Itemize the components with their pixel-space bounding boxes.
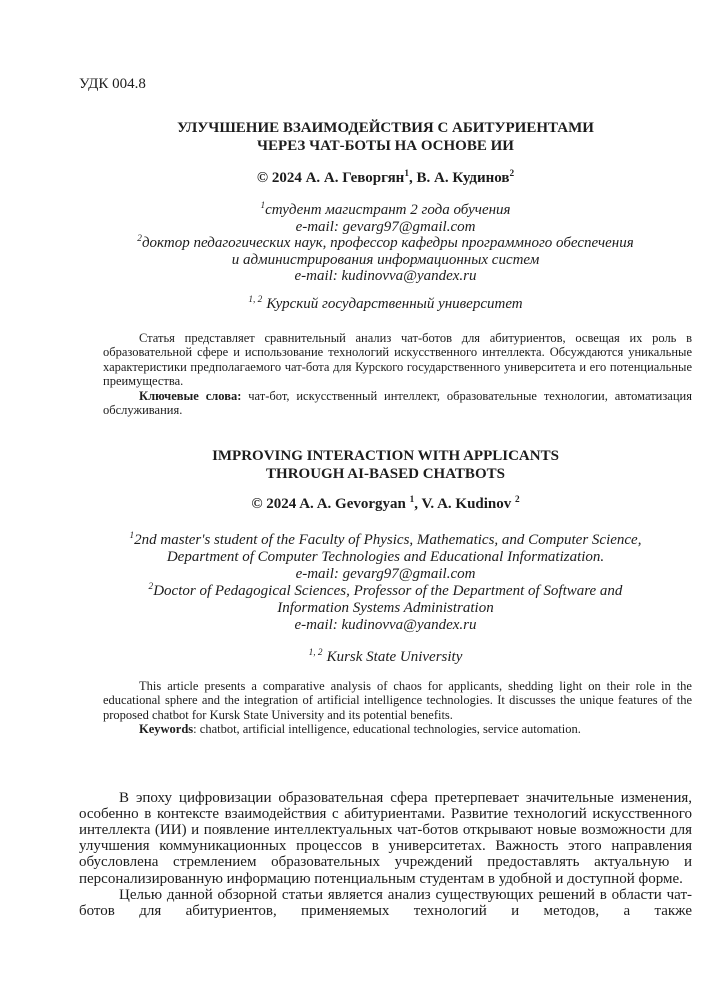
authors-ru-text: , В. А. Кудинов [408, 170, 510, 186]
footnote-marker: 1 [409, 494, 415, 505]
udc-label: УДК 004.8 [79, 76, 146, 92]
affiliation-line: $^1$студент магистрант 2 года обучения [260, 201, 511, 218]
footnote-marker: 1 [129, 530, 135, 541]
abstract-block-en [103, 679, 692, 737]
university-en: $^{1, 2}$ Kursk State University [308, 647, 463, 665]
affiliation-line: $^2$Doctor of Pedagogical Sciences, Professor of the Department of Software and [148, 581, 623, 599]
article-title-en-line1: IMPROVING INTERACTION WITH APPLICANTS [212, 447, 559, 464]
article-title-en [79, 447, 692, 483]
article-title-ru-line1: УЛУЧШЕНИЕ ВЗАИМОДЕЙСТВИЯ С АБИТУРИЕНТАМИ [177, 120, 594, 136]
copyright-authors-ru [79, 170, 692, 187]
email-text: e-mail: kudinovva@yandex.ru [294, 616, 477, 633]
university-ru: $^{1, 2}$ Курский государственный университет [248, 294, 523, 312]
article-title-en-line2: THROUGH AI-BASED CHATBOTS [266, 465, 505, 482]
affiliation-line: $^2$доктор педагогических наук, профессор кафедры программного обеспечения [137, 234, 634, 251]
affiliation-line: Department of Computer Technologies and Educational Informatization. [166, 548, 605, 565]
email-text: e-mail: gevarg97@gmail.com [295, 565, 476, 582]
footnote-marker: 1 [260, 201, 266, 211]
footnote-marker: 2 [137, 234, 142, 244]
authors-en-text: , V. A. Kudinov [414, 495, 516, 512]
body-paragraph-2: Целью данной обзорной статьи является анализ существующих решений в области чат-ботов для абитуриентов, применяемых технологий и методов, а также [79, 886, 692, 919]
authors-en-text: © 2024 A. A. Gevorgyan [251, 495, 410, 512]
copyright-authors-en [79, 496, 692, 513]
email-text: e-mail: gevarg97@gmail.com [295, 218, 476, 235]
footnote-marker: 1 [404, 169, 409, 179]
affiliation-line: Information Systems Administration [277, 599, 494, 616]
article-title-ru [79, 119, 692, 155]
affiliation-ru [79, 202, 692, 285]
article-title-ru-line2: ЧЕРЕЗ ЧАТ-БОТЫ НА ОСНОВЕ ИИ [257, 138, 514, 154]
keywords-label-ru: Ключевые слова: [139, 388, 242, 403]
abstract-text-en: This article presents a comparative analysis of chaos for applicants, shedding light on their role in the educational sphere and the integration of artificial intelligence technologies. It discusses the unique features of the proposed chatbot for Kursk State University and its potential benefits. [103, 678, 692, 722]
affiliation-en [79, 532, 692, 634]
email-text: e-mail: kudinovva@yandex.ru [294, 268, 477, 284]
footnote-marker: 2 [148, 581, 154, 592]
affiliation-line: $^1$2nd master's student of the Faculty of Physics, Mathematics, and Computer Science, [129, 530, 642, 548]
keywords-ru [103, 389, 692, 418]
footnote-marker: 2 [515, 494, 520, 505]
main-text [79, 790, 692, 920]
affiliation-line: и администрирования информационных систем [231, 251, 540, 268]
body-paragraph-1: В эпоху цифровизации образовательная сфера претерпевает значительные изменения, особенно в контексте взаимодействия с абитуриентами. Развитие технологий искусственного интеллекта (ИИ) и появление интеллектуальных чат-ботов открывают новые возможности для улучшения коммуникационных процессов в университетах. Важность этого направления обусловлена стремлением образовательных учреждений предоставлять актуальную и персонализированную информацию потенциальным студентам в удобной и доступной форме. [79, 789, 692, 887]
abstract-block-ru [103, 331, 692, 418]
footnote-marker: 1, 2 [248, 294, 263, 305]
footnote-marker: 2 [509, 169, 515, 179]
abstract-text-ru: Статья представляет сравнительный анализ чат-ботов для абитуриентов, освещая их роль в образовательной сфере и использование технологий искусственного интеллекта. Обсуждаются уникальные характеристики предполагаемого чат-бота для Курского государственного университета и его потенциальные преимущества. [103, 330, 692, 388]
keywords-en [103, 722, 692, 737]
footnote-marker: 1, 2 [308, 647, 323, 658]
keywords-text-en: : chatbot, artificial intelligence, educational technologies, service automation. [193, 722, 581, 736]
keywords-label-en: Keywords [139, 722, 194, 736]
authors-ru-text: © 2024 А. А. Геворгян [256, 170, 405, 186]
keywords-text-ru: чат-бот, искусственный интеллект, образовательные технологии, автоматизация обслуживания. [103, 388, 692, 417]
